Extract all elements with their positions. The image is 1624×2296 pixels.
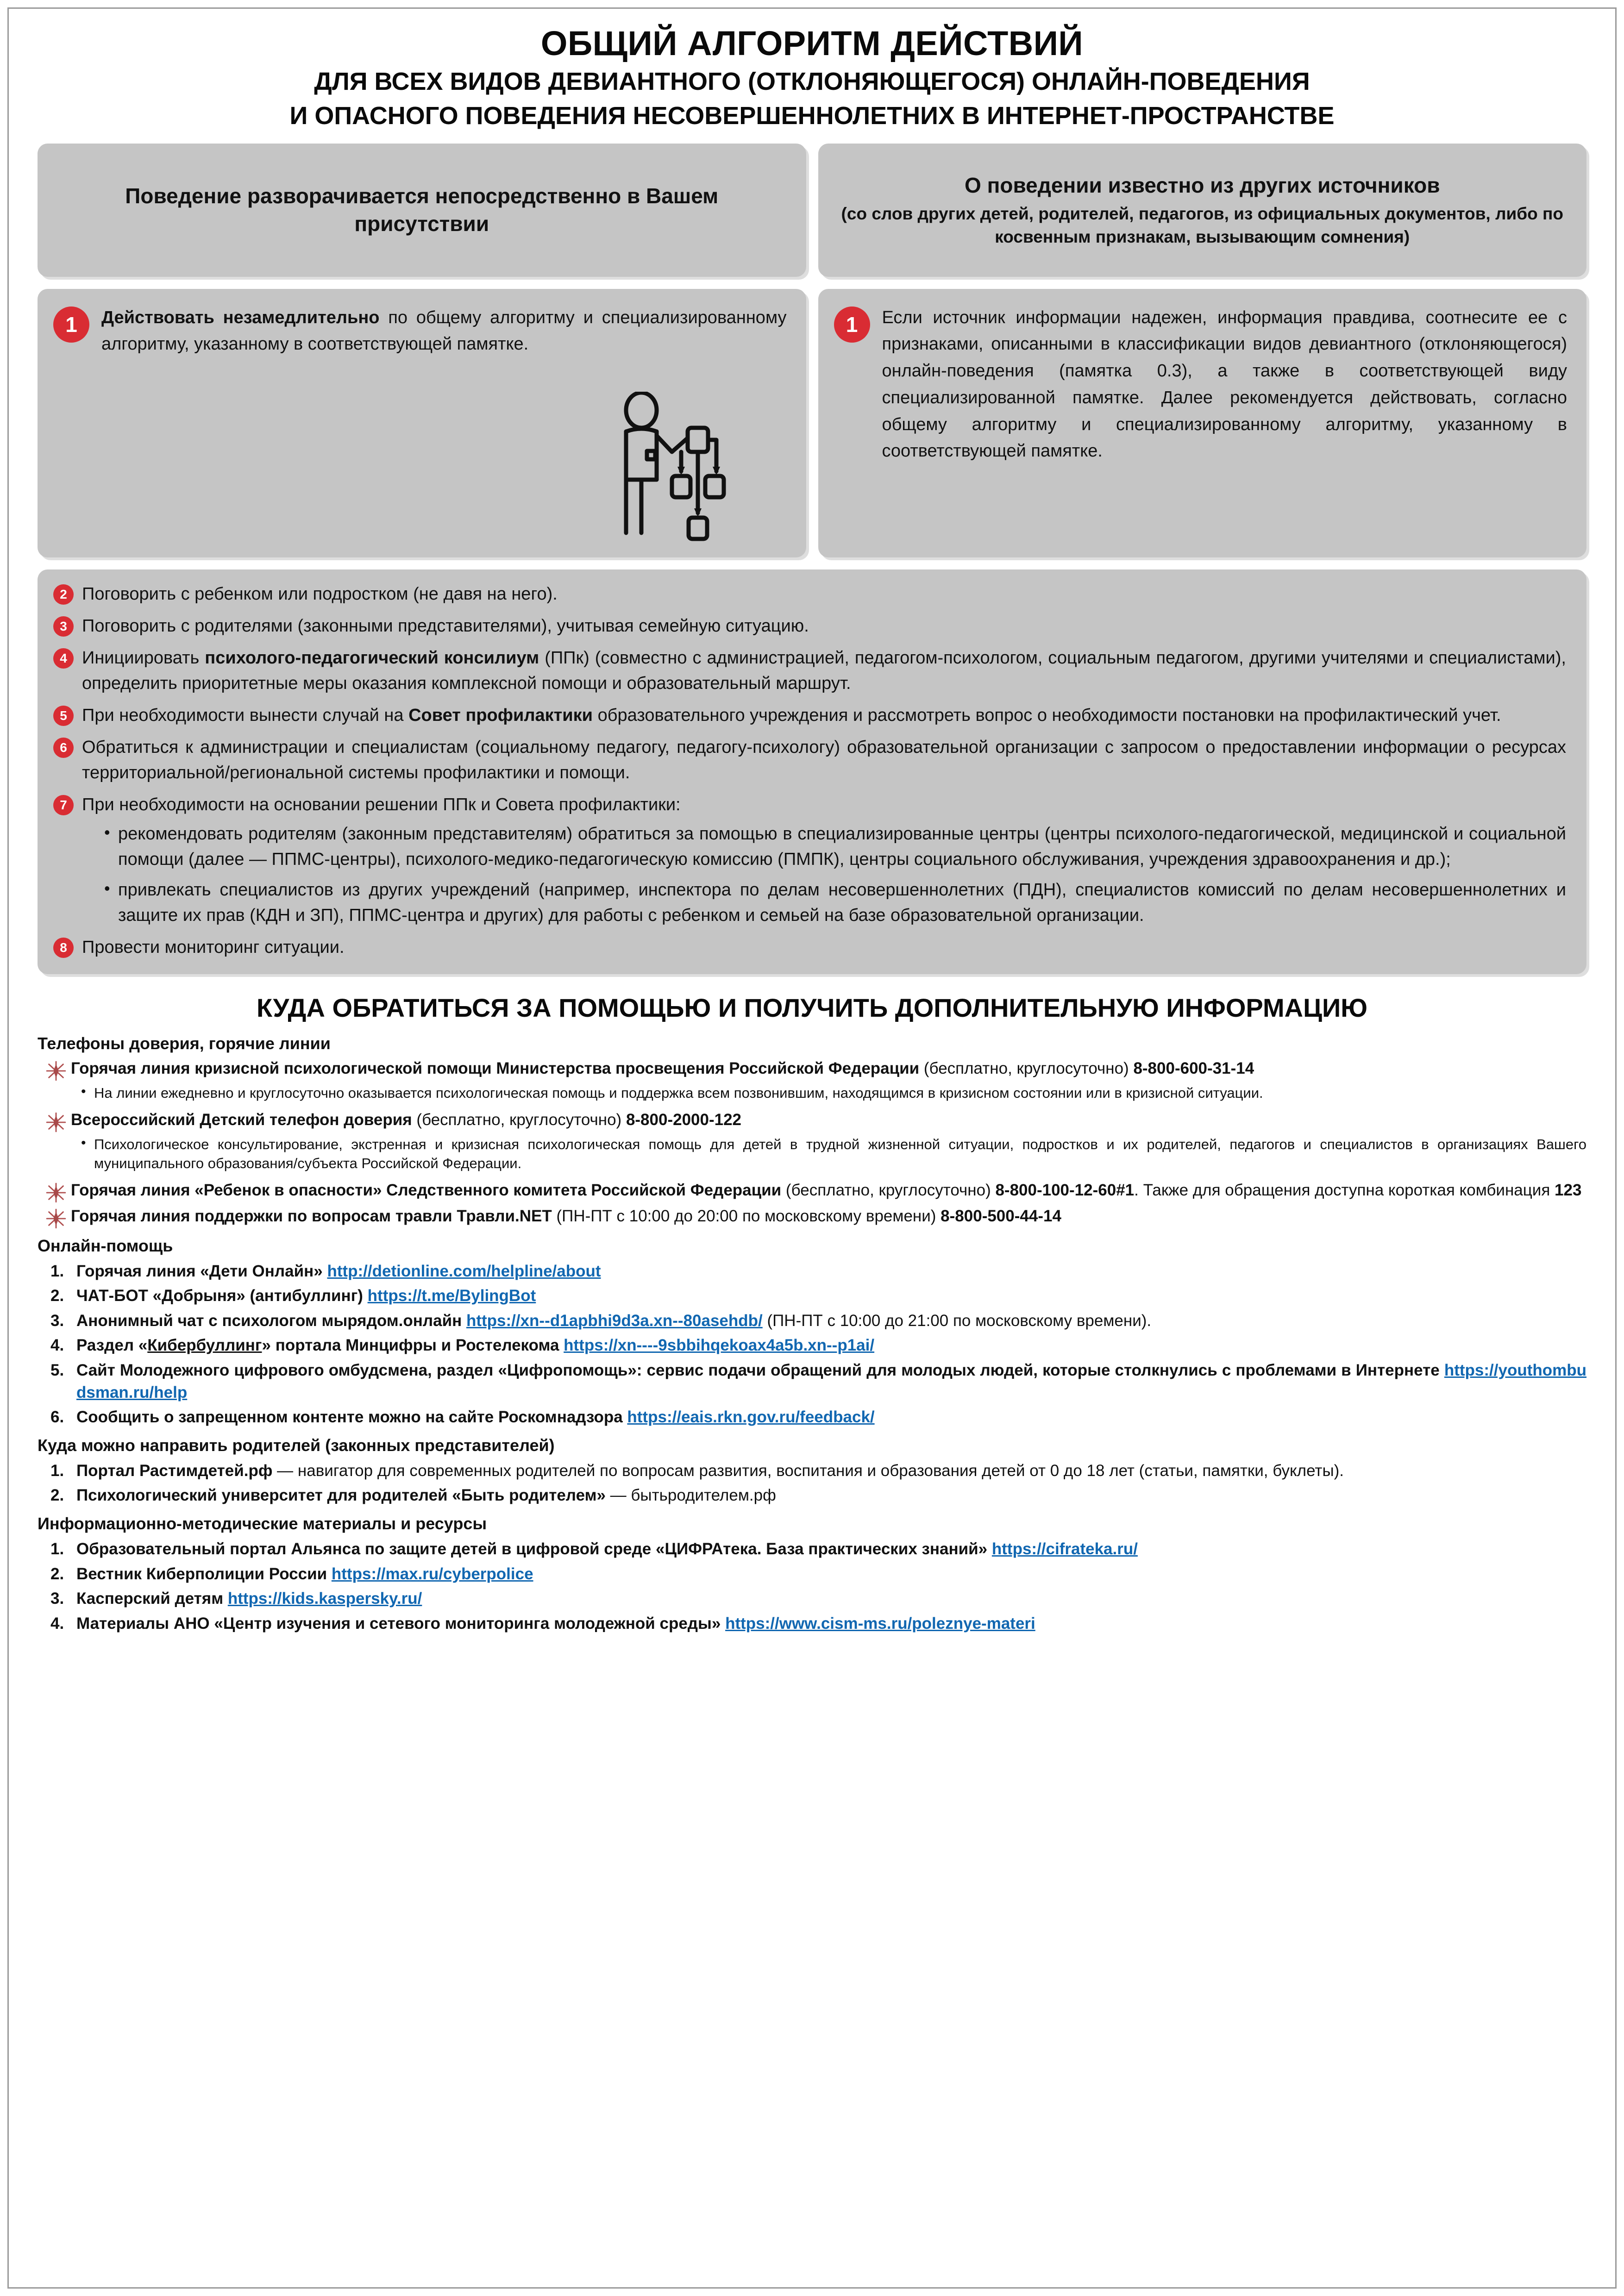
online-help-item-marker: 2. bbox=[50, 1287, 64, 1305]
materials-item-marker: 4. bbox=[50, 1614, 64, 1633]
hotline-body bbox=[71, 1109, 1586, 1131]
person-flowchart-icon bbox=[607, 392, 760, 544]
parents-item-marker: 1. bbox=[50, 1461, 64, 1480]
hotline-note: • На линии ежедневно и круглосуточно оказывается психологическая помощь и поддержка всем позвонившим, находящимся в кризисном состоянии или в кризисной ситуации. bbox=[80, 1084, 1586, 1103]
resource-link[interactable]: https://t.me/BylingBot bbox=[367, 1287, 536, 1305]
hotline-text: Всероссийский Детский телефон доверия (бесплатно, круглосуточно) 8-800-2000-122 bbox=[71, 1110, 742, 1129]
left-step-1-card bbox=[38, 289, 806, 557]
step-text: Поговорить с ребенком или подростком (не давя на него). bbox=[82, 584, 558, 604]
step-text: Обратиться к администрации и специалистам (социальному педагогу, педагогу-психологу) образовательной организации с запросом о предоставлении информации о ресурсах территориальной/региональной системы профилактики и помощи. bbox=[82, 738, 1566, 783]
materials-heading: Информационно-методические материалы и ресурсы bbox=[38, 1514, 487, 1533]
scenario-columns bbox=[38, 144, 1586, 557]
left-scenario-header-text: Поведение разворачивается непосредственно в Вашем присутствии bbox=[125, 183, 719, 236]
right-step-1-text: Если источник информации надежен, информация правдива, соотнесите ее с признаками, описанными в классификации видов девиантного (отклоняющегося) онлайн-поведения (памятка 0.3), а также в соответствующей виду специализированной памятке. Далее рекомендуется действовать, согласно общему алгоритму и специализированному алгоритму, указанному в соответствующей памятке. bbox=[882, 307, 1567, 461]
step-badge-1-left: 1 bbox=[53, 307, 89, 343]
step-badge-4: 4 bbox=[53, 648, 74, 669]
scenario-column-right bbox=[818, 144, 1587, 557]
underlined-term: Кибербуллинг bbox=[147, 1336, 262, 1355]
online-help-list bbox=[50, 1260, 1586, 1428]
online-help-item-marker: 6. bbox=[50, 1408, 64, 1426]
materials-item-body: Образовательный портал Альянса по защите детей в цифровой среде «ЦИФРАтека. База практических знаний» https://cifrateka.ru/ bbox=[76, 1539, 1138, 1558]
hotline-phone: 8-800-600-31-14 bbox=[1133, 1059, 1254, 1077]
online-help-item bbox=[50, 1285, 1586, 1307]
hotline-phone: 8-800-500-44-14 bbox=[941, 1207, 1061, 1225]
right-step-1-card bbox=[818, 289, 1587, 557]
hotline-body bbox=[71, 1058, 1586, 1080]
hotline-item bbox=[38, 1180, 1586, 1203]
step-row bbox=[53, 703, 1566, 728]
step-badge-1-right: 1 bbox=[834, 307, 870, 343]
parents-list bbox=[50, 1460, 1586, 1507]
left-step-1-bold: Действовать незамедлительно bbox=[101, 307, 380, 327]
hotline-item bbox=[38, 1109, 1586, 1132]
step-row bbox=[53, 613, 1566, 639]
step-badge-6: 6 bbox=[53, 738, 74, 758]
star-bullet-icon bbox=[46, 1061, 66, 1081]
online-help-item-marker: 3. bbox=[50, 1311, 64, 1330]
hotline-entry bbox=[38, 1180, 1586, 1203]
step-badge-2: 2 bbox=[53, 584, 74, 605]
materials-item-marker: 3. bbox=[50, 1589, 64, 1608]
page-content bbox=[9, 9, 1615, 2287]
online-help-item bbox=[50, 1406, 1586, 1428]
right-scenario-header-main: О поведении известно из других источников bbox=[965, 173, 1440, 198]
step-sub-item: • привлекать специалистов из других учреждений (например, инспектора по делам несовершеннолетних (ПДН), специалистов комиссий по делам несовершеннолетних и защите их прав (КДН и ЗП), ППМС-центра и других) для работы с ребенком и семьей на базе образовательной организации. bbox=[102, 877, 1566, 928]
step-row bbox=[53, 735, 1566, 786]
step-text: Провести мониторинг ситуации. bbox=[82, 937, 345, 957]
star-bullet-icon bbox=[46, 1208, 66, 1229]
steps-list bbox=[53, 582, 1566, 960]
title-sub-line1: ДЛЯ ВСЕХ ВИДОВ ДЕВИАНТНОГО (ОТКЛОНЯЮЩЕГОСЯ) ОНЛАЙН-ПОВЕДЕНИЯ bbox=[314, 67, 1310, 95]
online-help-item bbox=[50, 1260, 1586, 1283]
resource-link[interactable]: https://eais.rkn.gov.ru/feedback/ bbox=[627, 1408, 875, 1426]
step-badge-5: 5 bbox=[53, 706, 74, 726]
step-badge-3: 3 bbox=[53, 616, 74, 637]
right-scenario-header-text bbox=[837, 172, 1568, 248]
title-sub-line2: И ОПАСНОГО ПОВЕДЕНИЯ НЕСОВЕРШЕННОЛЕТНИХ В ИНТЕРНЕТ-ПРОСТРАНСТВЕ bbox=[289, 101, 1335, 130]
step-sub-list bbox=[82, 821, 1566, 928]
resource-link[interactable]: https://youthombudsman.ru/help bbox=[76, 1361, 1586, 1401]
online-help-item bbox=[50, 1359, 1586, 1403]
hotline-notes bbox=[80, 1135, 1586, 1173]
step-badge-8: 8 bbox=[53, 938, 74, 958]
page-title bbox=[38, 25, 1586, 131]
materials-item-marker: 1. bbox=[50, 1539, 64, 1558]
materials-item-marker: 2. bbox=[50, 1564, 64, 1583]
step-row bbox=[53, 935, 1566, 960]
hotline-item bbox=[38, 1058, 1586, 1081]
hotline-text: Горячая линия поддержки по вопросам травли Травли.NET (ПН-ПТ с 10:00 до 20:00 по московскому времени) 8-800-500-44-14 bbox=[71, 1207, 1061, 1225]
left-step-1-rest: по общему алгоритму и специализированному алгоритму, указанному в соответствующей памятке. bbox=[101, 307, 787, 354]
hotlines-heading: Телефоны доверия, горячие линии bbox=[38, 1033, 331, 1053]
online-help-item-marker: 1. bbox=[50, 1262, 64, 1280]
hotline-entry bbox=[38, 1206, 1586, 1229]
online-help-item-body: Сайт Молодежного цифрового омбудсмена, раздел «Цифропомощь»: сервис подачи обращений для молодых людей, которые столкнулись с проблемами в Интернете https://youthombudsman.ru/help bbox=[76, 1361, 1586, 1401]
scenario-column-left bbox=[38, 144, 806, 557]
hotline-item bbox=[38, 1206, 1586, 1229]
hotline-entry bbox=[38, 1058, 1586, 1103]
hotline-body bbox=[71, 1206, 1586, 1227]
parents-item bbox=[50, 1484, 1586, 1507]
steps-panel bbox=[38, 569, 1586, 974]
hotline-notes bbox=[80, 1084, 1586, 1103]
parents-item-body: Психологический университет для родителей «Быть родителем» — бытьродителем.рф bbox=[76, 1486, 776, 1505]
online-help-item-body: Раздел «Кибербуллинг» портала Минцифры и Ростелекома https://xn----9sbbihqekoax4a5b.xn--p1ai/ bbox=[76, 1336, 875, 1355]
left-scenario-header bbox=[38, 144, 806, 277]
step-text: При необходимости вынести случай на Совет профилактики образовательного учреждения и рассмотреть вопрос о необходимости постановки на профилактический учет. bbox=[82, 706, 1501, 725]
resource-link[interactable]: https://www.cism-ms.ru/poleznye-materi bbox=[725, 1614, 1035, 1633]
online-help-item bbox=[50, 1334, 1586, 1357]
materials-item-body: Касперский детям https://kids.kaspersky.ru/ bbox=[76, 1589, 422, 1608]
hotline-note: • Психологическое консультирование, экстренная и кризисная психологическая помощь для детей в трудной жизненной ситуации, подростков и их родителей, педагогов и специалистов в организациях Вашего муниципального образования/субъекта Российской Федерации. bbox=[80, 1135, 1586, 1173]
materials-item-body: Материалы АНО «Центр изучения и сетевого мониторинга молодежной среды» https://www.cism-ms.ru/poleznye-materi bbox=[76, 1614, 1035, 1633]
hotline-phone: 8-800-100-12-60#1 bbox=[995, 1181, 1135, 1199]
materials-item bbox=[50, 1588, 1586, 1610]
online-help-item-marker: 4. bbox=[50, 1336, 64, 1355]
resource-link[interactable]: https://kids.kaspersky.ru/ bbox=[227, 1589, 422, 1608]
right-scenario-header-note: (со слов других детей, родителей, педагогов, из официальных документов, либо по косвенным признакам, вызывающим сомнения) bbox=[841, 204, 1563, 246]
star-bullet-icon bbox=[46, 1112, 66, 1132]
right-scenario-header bbox=[818, 144, 1587, 277]
hotline-phone: 8-800-2000-122 bbox=[626, 1110, 742, 1129]
materials-item bbox=[50, 1563, 1586, 1585]
parents-item-body: Портал Растимдетей.рф — навигатор для современных родителей по вопросам развития, воспитания и образования детей от 0 до 18 лет (статьи, памятки, буклеты). bbox=[76, 1461, 1344, 1480]
resource-link[interactable]: https://xn----9sbbihqekoax4a5b.xn--p1ai/ bbox=[564, 1336, 875, 1355]
step-row bbox=[53, 582, 1566, 607]
resource-link[interactable]: https://xn--d1apbhi9d3a.xn--80asehdb/ bbox=[466, 1311, 763, 1330]
online-help-item-body: Сообщить о запрещенном контенте можно на сайте Роскомнадзора https://eais.rkn.gov.ru/feedback/ bbox=[76, 1408, 875, 1426]
step-text: Поговорить с родителями (законными представителями), учитывая семейную ситуацию. bbox=[82, 616, 809, 636]
resource-link[interactable]: https://max.ru/cyberpolice bbox=[331, 1564, 533, 1583]
materials-list bbox=[50, 1538, 1586, 1634]
online-help-item-marker: 5. bbox=[50, 1361, 64, 1379]
step-row bbox=[53, 645, 1566, 696]
hotline-text: Горячая линия «Ребенок в опасности» Следственного комитета Российской Федерации (бесплатно, круглосуточно) 8-800-100-12-60#1. Также для обращения доступна короткая комбинация 123 bbox=[71, 1181, 1582, 1199]
step-row bbox=[53, 792, 1566, 928]
parents-heading: Куда можно направить родителей (законных представителей) bbox=[38, 1435, 555, 1455]
resource-link[interactable]: http://detionline.com/helpline/about bbox=[327, 1262, 601, 1280]
materials-item bbox=[50, 1613, 1586, 1635]
hotline-text: Горячая линия кризисной психологической помощи Министерства просвещения Российской Федерации (бесплатно, круглосуточно) 8-800-600-31-14 bbox=[71, 1059, 1254, 1077]
online-help-item bbox=[50, 1310, 1586, 1332]
online-help-item-body: ЧАТ-БОТ «Добрыня» (антибуллинг) https://t.me/BylingBot bbox=[76, 1287, 536, 1305]
help-section-title: КУДА ОБРАТИТЬСЯ ЗА ПОМОЩЬЮ И ПОЛУЧИТЬ ДОПОЛНИТЕЛЬНУЮ ИНФОРМАЦИЮ bbox=[256, 993, 1367, 1022]
step-text: Инициировать психолого-педагогический консилиум (ППк) (совместно с администрацией, педагогом-психологом, социальным педагогом, другими учителями и специалистами), определить приоритетные меры оказания комплексной помощи и образовательный маршрут. bbox=[82, 648, 1566, 693]
hotlines-list bbox=[38, 1058, 1586, 1229]
materials-item bbox=[50, 1538, 1586, 1560]
online-help-heading: Онлайн-помощь bbox=[38, 1236, 173, 1255]
step-badge-7: 7 bbox=[53, 795, 74, 815]
title-main: ОБЩИЙ АЛГОРИТМ ДЕЙСТВИЙ bbox=[540, 24, 1084, 63]
parents-item bbox=[50, 1460, 1586, 1482]
parents-item-marker: 2. bbox=[50, 1486, 64, 1505]
star-bullet-icon bbox=[46, 1182, 66, 1203]
online-help-item-body: Анонимный чат с психологом мырядом.онлайн https://xn--d1apbhi9d3a.xn--80asehdb/ (ПН-ПТ с 10:00 до 21:00 по московскому времени). bbox=[76, 1311, 1152, 1330]
online-help-item-body: Горячая линия «Дети Онлайн» http://detionline.com/helpline/about bbox=[76, 1262, 601, 1280]
hotline-body bbox=[71, 1180, 1586, 1201]
resource-link[interactable]: https://cifrateka.ru/ bbox=[991, 1539, 1138, 1558]
hotline-entry bbox=[38, 1109, 1586, 1173]
step-text: При необходимости на основании решении ППк и Совета профилактики: • рекомендовать родителям (законным представителям) обратиться за помощью в специализированные центры (центры психолого-педагогической, медицинской и социальной помощи (далее — ППМС-центры), психолого-медико-педагогическую комиссию (ПМПК), центры социального обслуживания, учреждения здравоохранения и др.); • привлекать специалистов из других учреждений (например, инспектора по делам несовершеннолетних (ПДН), специалистов комиссий по делам несовершеннолетних и защите их прав (КДН и ЗП), ППМС-центра и других) для работы с ребенком и семьей на базе образовательной организации. bbox=[82, 792, 1566, 928]
step-sub-item: • рекомендовать родителям (законным представителям) обратиться за помощью в специализированные центры (центры психолого-педагогической, медицинской и социальной помощи (далее — ППМС-центры), психолого-медико-педагогическую комиссию (ПМПК), центры социального обслуживания, учреждения здравоохранения и др.); bbox=[102, 821, 1566, 872]
page-frame bbox=[7, 7, 1617, 2289]
materials-item-body: Вестник Киберполиции России https://max.ru/cyberpolice bbox=[76, 1564, 533, 1583]
